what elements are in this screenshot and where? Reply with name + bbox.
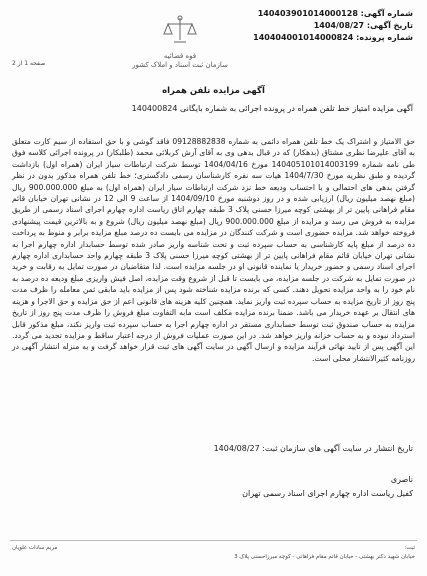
page-number: صفحه 1 از 2 [12,60,46,67]
footer [12,544,415,562]
notice-subtitle: آگهی مزایده امتیاز خط تلفن همراه در پرونده اجرائی به شماره بایگانی 140400824 [131,104,413,113]
notice-body: حق الامتیاز و اشتراک یک خط تلفن همراه دائمی به شماره 09128882838 فاقد گوشی و با حق استفاده از سیم کارت متعلق به آقای علیرضا نظری مشتاق (بدهکار) که در قبال بدهی وی به آقای آرش کربلائی محمد (طلبکار) در پرونده اجرائی کلاسه فوق طی نامه شماره 140405101014003199 مورخ 1404/04/16 توسط شرکت ارتباطات سیار ایران (همراه اول) بازداشت گردیده و طبق نظریه مورخ 1404/7/30 هیات سه نفره کارشناسان رسمی دادگستری؛ خط تلفن همراه مذکور بدون در نظر گرفتن بدهی های احتمالی و با احتساب ودیعه خط نزد شرکت ارتباطات سیار ایران (همراه اول) به مبلغ 900.000.000 ریال (مبلغ نهصد میلیون ریال) ارزیابی شده و در روز دوشنبه مورخ 1404/09/10 از ساعت 9 الی 12 در نشانی تهران خیابان قائم مقام فراهانی پایین تر از بهشتی کوچه میرزا حسنی پلاک 3 طبقه چهارم اتاق ریاست اداره چهارم اجرای اسناد رسمی از طریق مزایده به فروش می رسد و مزایده از مبلغ 900.000.000 ریال (مبلغ نهصد میلیون ریال) شروع و به بالاترین قیمت پیشنهادی فروخته خواهد شد. مزایده حضوری است و شرکت کنندگان در مزایده می بایست ده درصد مبلغ مزایده برابر و منوط به پرداخت ده درصد از مبلغ پایه کارشناسی به حساب سپرده ثبت و تحت شناسه واریز صادر شده توسط حسابدار اداره چهارم اجرا به نشانی تهران خیابان قائم مقام فراهانی پایین تر از بهشتی کوچه میرزا حسنی پلاک 3 طبقه چهارم واحد حسابداری اداره چهارم اجرای اسناد رسمی و حضور خریدار یا نماینده قانونی او در جلسه مزایده است. لذا متقاضیان در صورت تمایل به رقابت و خرید در صورت تمایل به شرکت در جلسه مزایده، می بایست تا قبل از شروع وقت مزایده، اصل فیش واریزی مبلغ ودیعه ده درصد به نام خود را به واحد مزایده تحویل دهند. کسی که برنده مزایده شناخته شود پس از مزایده باید مابقی ثمن معامله را ظرف مدت پنج روز از تاریخ مزایده به حساب سپرده ثبت واریز نماید. همچنین کلیه هزینه های قانونی اعم از حق مزایده و حق الاجرا و هزینه های انتقال بر عهده خریدار می باشد. ضمنا برنده مزایده مکلف است مابه التفاوت مبلغ فروش را ظرف مدت پنج روز از تاریخ مزایده به حساب صندوق ثبت توسط حسابداری مستقر در اداره چهارم اجرا به حساب سپرده ثبت واریز نکند، مبلغ مذکور قابل استرداد نبوده و به حساب خزانه واریز خواهد شد. در این صورت عملیات فروش از درجه اعتبار ساقط و مزایده تجدید می گردد. این آگهی پس از تایید نهائی فرآیند مزایده و ارسال آگهی در سایت آگهی های ثبت قرار خواهد گرفت و به منزله انتشار آگهی در روزنامه کثیرالانتشار محلی است. [12,137,416,363]
organization-name [120,52,240,70]
signer-name: ناصری [390,475,413,484]
footer-name: مریم سادات علویان [12,545,58,551]
footer-divider [10,540,417,541]
org-line-2: سازمان ثبت اسناد و املاک کشور [132,61,228,69]
case-number: شماره پرونده: 140404001014000824 [253,33,413,42]
judiciary-emblem-icon [150,14,210,50]
org-line-1: قوه قضائیه [163,52,197,60]
signer-title: کفیل ریاست اداره چهارم اجرای اسناد رسمی تهران [242,489,413,498]
page-title: آگهی مزایده تلفن همراه [162,86,265,96]
signature-block [242,473,413,501]
header-meta [253,8,413,44]
publish-date-line: تاریخ انتشار در سایت آگهی های سازمان ثبت: 1404/08/27 [213,444,413,453]
ad-date: تاریخ آگهی: 1404/08/27 [313,21,413,30]
footer-label: ثبت: [404,545,415,551]
footer-address: خیابان شهید دکتر بهشتی - خیابان قائم مقام فراهانی - کوچه میرزاحسنی پلاک 3 [234,554,415,560]
ad-number: شماره آگهی: 140403901014000128 [257,9,413,18]
